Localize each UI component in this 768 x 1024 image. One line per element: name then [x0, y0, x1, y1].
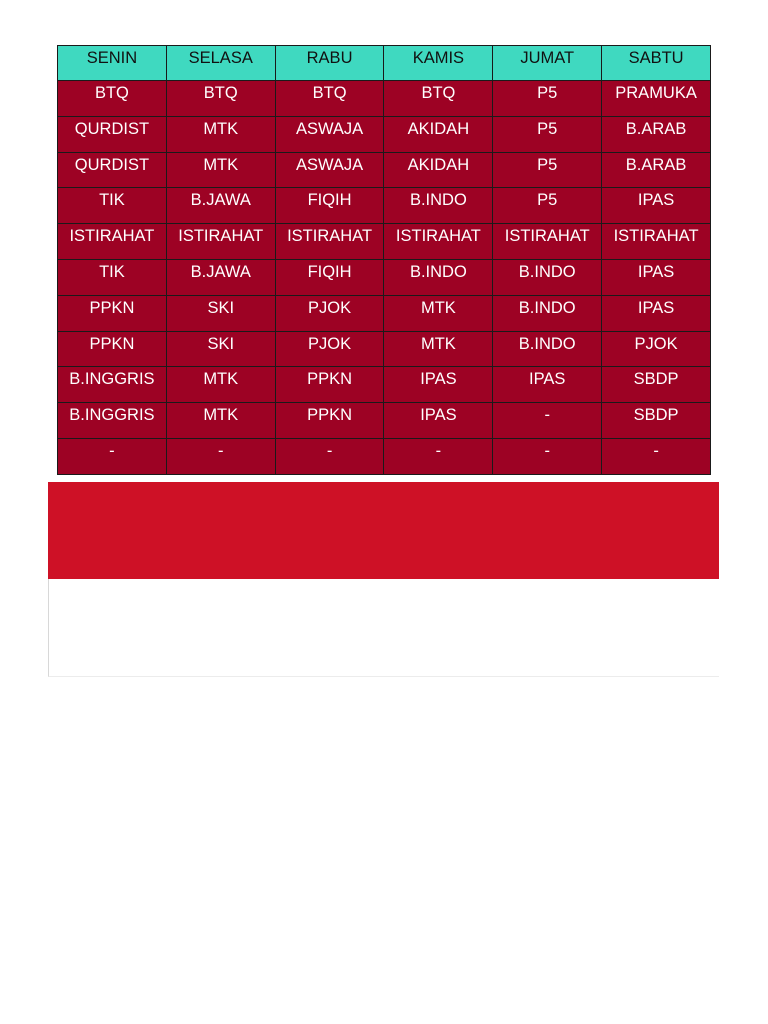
table-cell: B.JAWA [166, 259, 275, 295]
header-kamis: KAMIS [384, 46, 493, 81]
table-cell: - [275, 438, 384, 474]
table-cell: - [58, 438, 167, 474]
table-cell: SKI [166, 331, 275, 367]
header-jumat: JUMAT [493, 46, 602, 81]
table-cell: PPKN [58, 295, 167, 331]
table-cell: B.INDO [493, 331, 602, 367]
table-cell: IPAS [602, 259, 711, 295]
table-cell: - [602, 438, 711, 474]
table-row [58, 224, 711, 260]
table-cell: ISTIRAHAT [602, 224, 711, 260]
table-cell: P5 [493, 152, 602, 188]
table-cell: TIK [58, 188, 167, 224]
table-cell: IPAS [384, 367, 493, 403]
table-cell: B.ARAB [602, 152, 711, 188]
table-cell: MTK [384, 295, 493, 331]
table-cell: B.INDO [493, 259, 602, 295]
table-cell: QURDIST [58, 116, 167, 152]
table-cell: BTQ [275, 81, 384, 117]
table-cell: MTK [166, 403, 275, 439]
table-cell: B.INDO [384, 259, 493, 295]
table-cell: AKIDAH [384, 152, 493, 188]
table-cell: PRAMUKA [602, 81, 711, 117]
table-cell: P5 [493, 188, 602, 224]
table-cell: B.ARAB [602, 116, 711, 152]
table-cell: P5 [493, 81, 602, 117]
table-cell: ISTIRAHAT [493, 224, 602, 260]
table-cell: MTK [384, 331, 493, 367]
table-cell: MTK [166, 116, 275, 152]
table-cell: B.INGGRIS [58, 367, 167, 403]
table-cell: IPAS [602, 188, 711, 224]
table-cell: P5 [493, 116, 602, 152]
table-cell: ISTIRAHAT [166, 224, 275, 260]
table-cell: PJOK [275, 331, 384, 367]
header-rabu: RABU [275, 46, 384, 81]
table-row [58, 81, 711, 117]
table-cell: ASWAJA [275, 152, 384, 188]
table-row [58, 295, 711, 331]
table-cell: ISTIRAHAT [275, 224, 384, 260]
flag-white-stripe [48, 579, 719, 677]
table-cell: PPKN [275, 403, 384, 439]
table-cell: MTK [166, 152, 275, 188]
header-senin: SENIN [58, 46, 167, 81]
flag-red-stripe [48, 482, 719, 579]
table-row [58, 438, 711, 474]
table-cell: IPAS [493, 367, 602, 403]
table-cell: AKIDAH [384, 116, 493, 152]
table-row [58, 259, 711, 295]
table-cell: ASWAJA [275, 116, 384, 152]
indonesian-flag [48, 482, 719, 677]
table-cell: - [493, 403, 602, 439]
table-cell: SBDP [602, 403, 711, 439]
table-cell: IPAS [384, 403, 493, 439]
table-cell: SBDP [602, 367, 711, 403]
table-cell: PPKN [275, 367, 384, 403]
schedule-header [58, 46, 711, 81]
table-cell: BTQ [384, 81, 493, 117]
table-cell: QURDIST [58, 152, 167, 188]
table-cell: - [493, 438, 602, 474]
table-cell: ISTIRAHAT [384, 224, 493, 260]
schedule-body [58, 81, 711, 475]
table-row [58, 331, 711, 367]
table-cell: BTQ [58, 81, 167, 117]
table-row [58, 403, 711, 439]
table-cell: - [166, 438, 275, 474]
table-cell: FIQIH [275, 188, 384, 224]
table-cell: B.JAWA [166, 188, 275, 224]
table-row [58, 116, 711, 152]
table-cell: ISTIRAHAT [58, 224, 167, 260]
header-row [58, 46, 711, 81]
header-selasa: SELASA [166, 46, 275, 81]
table-cell: MTK [166, 367, 275, 403]
table-cell: FIQIH [275, 259, 384, 295]
table-cell: B.INGGRIS [58, 403, 167, 439]
table-cell: - [384, 438, 493, 474]
table-row [58, 152, 711, 188]
table-cell: IPAS [602, 295, 711, 331]
table-cell: B.INDO [384, 188, 493, 224]
schedule-table [57, 45, 711, 475]
table-cell: TIK [58, 259, 167, 295]
header-sabtu: SABTU [602, 46, 711, 81]
table-cell: B.INDO [493, 295, 602, 331]
table-cell: PPKN [58, 331, 167, 367]
table-cell: SKI [166, 295, 275, 331]
table-cell: PJOK [275, 295, 384, 331]
table-row [58, 367, 711, 403]
table-cell: BTQ [166, 81, 275, 117]
table-row [58, 188, 711, 224]
table-cell: PJOK [602, 331, 711, 367]
